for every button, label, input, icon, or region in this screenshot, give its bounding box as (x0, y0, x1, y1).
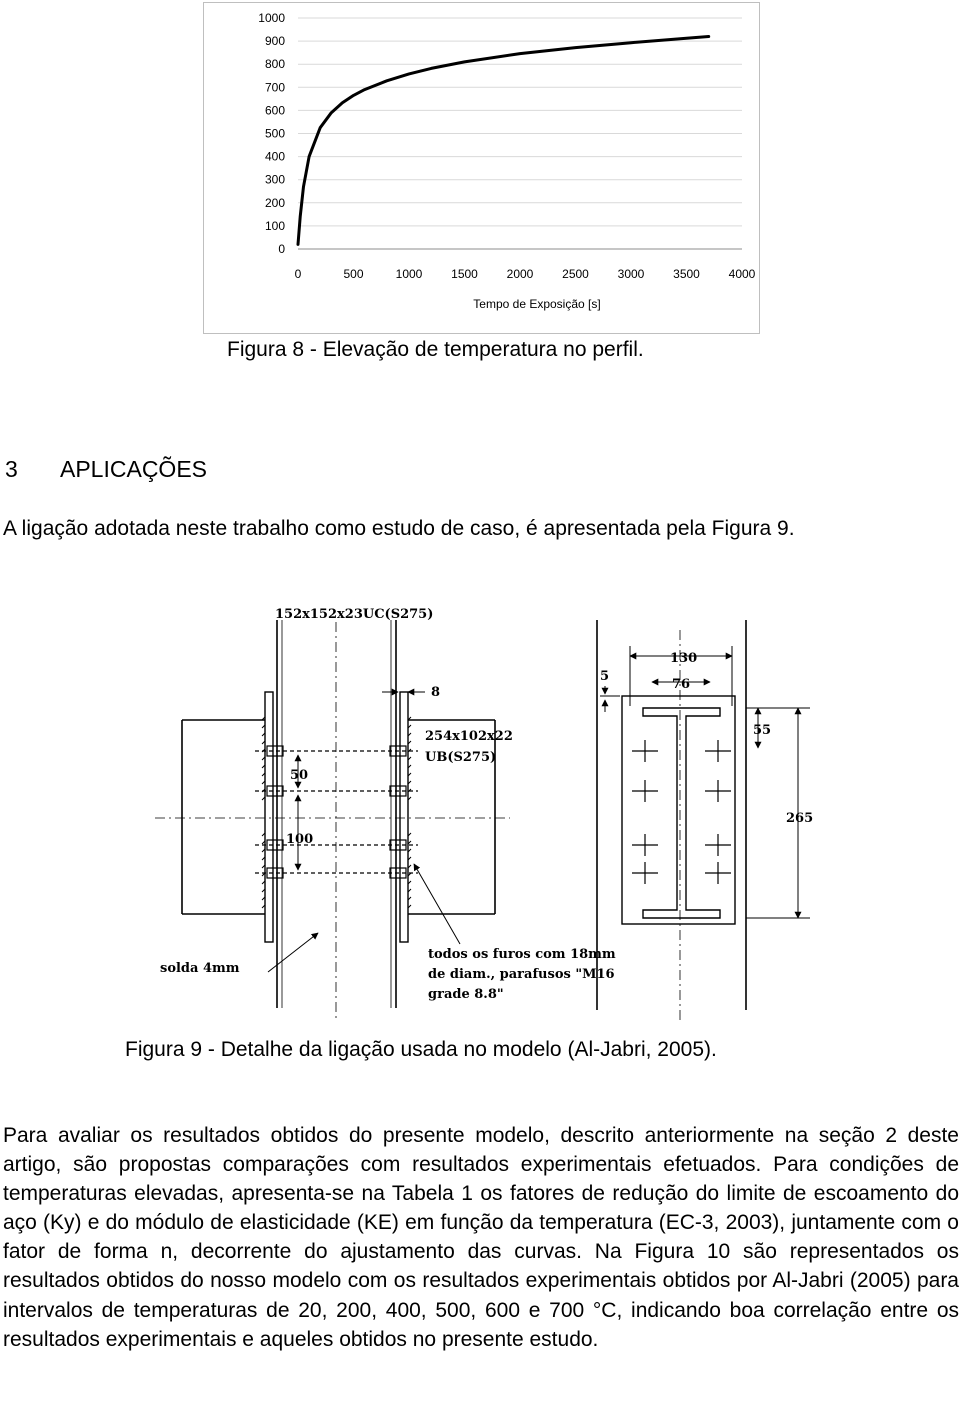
y-tick-label: 500 (264, 126, 285, 141)
weld-hatching (262, 717, 411, 908)
x-axis-label: Tempo de Exposição [s] (473, 297, 601, 311)
y-tick-label: 800 (264, 57, 285, 72)
bolt-crosses-front (632, 740, 731, 884)
y-tick-label: 300 (264, 172, 285, 187)
y-tick-label: 700 (264, 80, 285, 95)
figure-9-caption: Figura 9 - Detalhe da ligação usada no modelo (Al-Jabri, 2005). (125, 1038, 717, 1061)
intro-paragraph: A ligação adotada neste trabalho como estudo de caso, é apresentada pela Figura 9. (3, 517, 795, 540)
label-dim-5: 5 (600, 669, 610, 684)
connection-detail-drawing (150, 600, 814, 1030)
x-tick-label: 0 (294, 267, 302, 281)
label-beam-line1: 254x102x22 (425, 729, 513, 744)
figure-8-caption: Figura 8 - Elevação de temperatura no perfil. (227, 338, 644, 361)
label-dim-130: 130 (670, 651, 698, 666)
x-tick-label: 4000 (728, 267, 756, 281)
label-holes-line2: de diam., parafusos "M16 (428, 967, 615, 982)
x-tick-label: 1000 (395, 267, 423, 281)
label-dim-100: 100 (286, 832, 314, 847)
label-weld: solda 4mm (160, 961, 240, 976)
chart-svg (204, 3, 759, 333)
label-dim-55: 55 (753, 723, 772, 738)
label-dim-265: 265 (786, 811, 814, 826)
label-beam-line2: UB(S275) (425, 750, 497, 765)
y-tick-label: 600 (264, 103, 285, 118)
y-tick-label: 100 (264, 218, 285, 233)
dimension-lines-right (600, 646, 810, 918)
label-holes-line1: todos os furos com 18mm (428, 947, 616, 962)
series-line (298, 37, 709, 245)
x-tick-label: 3000 (617, 267, 645, 281)
end-plate-left (265, 692, 273, 942)
x-tick-label: 1500 (451, 267, 478, 281)
y-tick-label: 1000 (258, 11, 285, 25)
i-beam-section (643, 708, 720, 918)
x-tick-label: 3500 (673, 267, 700, 281)
section-number: 3 (5, 456, 18, 482)
bolts-left-view (255, 746, 418, 878)
end-plate-right (400, 692, 408, 942)
x-tick-label: 2000 (506, 267, 534, 281)
label-holes-line3: grade 8.8" (428, 987, 504, 1002)
beam-left (182, 720, 265, 914)
y-tick-label: 0 (278, 242, 285, 256)
y-tick-label: 400 (264, 149, 285, 164)
label-column-section: 152x152x23UC(S275) (275, 607, 434, 622)
section-title: APLICAÇÕES (60, 456, 207, 482)
label-dim-76: 76 (672, 677, 691, 692)
y-tick-label: 900 (264, 34, 285, 49)
section-heading (5, 456, 207, 483)
temperature-chart (203, 2, 760, 334)
y-tick-label: 200 (264, 195, 285, 210)
body-paragraph: Para avaliar os resultados obtidos do presente modelo, descrito anteriormente na seção 2 deste artigo, são propostas comparações com resultados experimentais efetuados. Para condições de temperaturas elevadas, apresenta-se na Tabela 1 os fatores de redução do limite de escoamento do aço (Ky) e do módulo de elasticidade (KE) em função da temperatura (EC-3, 2003), juntamente com o fator de forma n, decorrente do ajustamento das curvas. Na Figura 10 são representados os resultados obtidos do nosso modelo com os resultados experimentais obtidos por Al-Jabri (2005) para intervalos de temperaturas de 20, 200, 400, 500, 600 e 700 °C, indicando boa correlação entre os resultados experimentais e aqueles obtidos no presente estudo. (3, 1124, 959, 1351)
label-plate-thickness: 8 (431, 685, 441, 700)
x-tick-label: 500 (343, 267, 364, 281)
x-tick-label: 2500 (562, 267, 589, 281)
label-dim-50: 50 (290, 768, 309, 783)
